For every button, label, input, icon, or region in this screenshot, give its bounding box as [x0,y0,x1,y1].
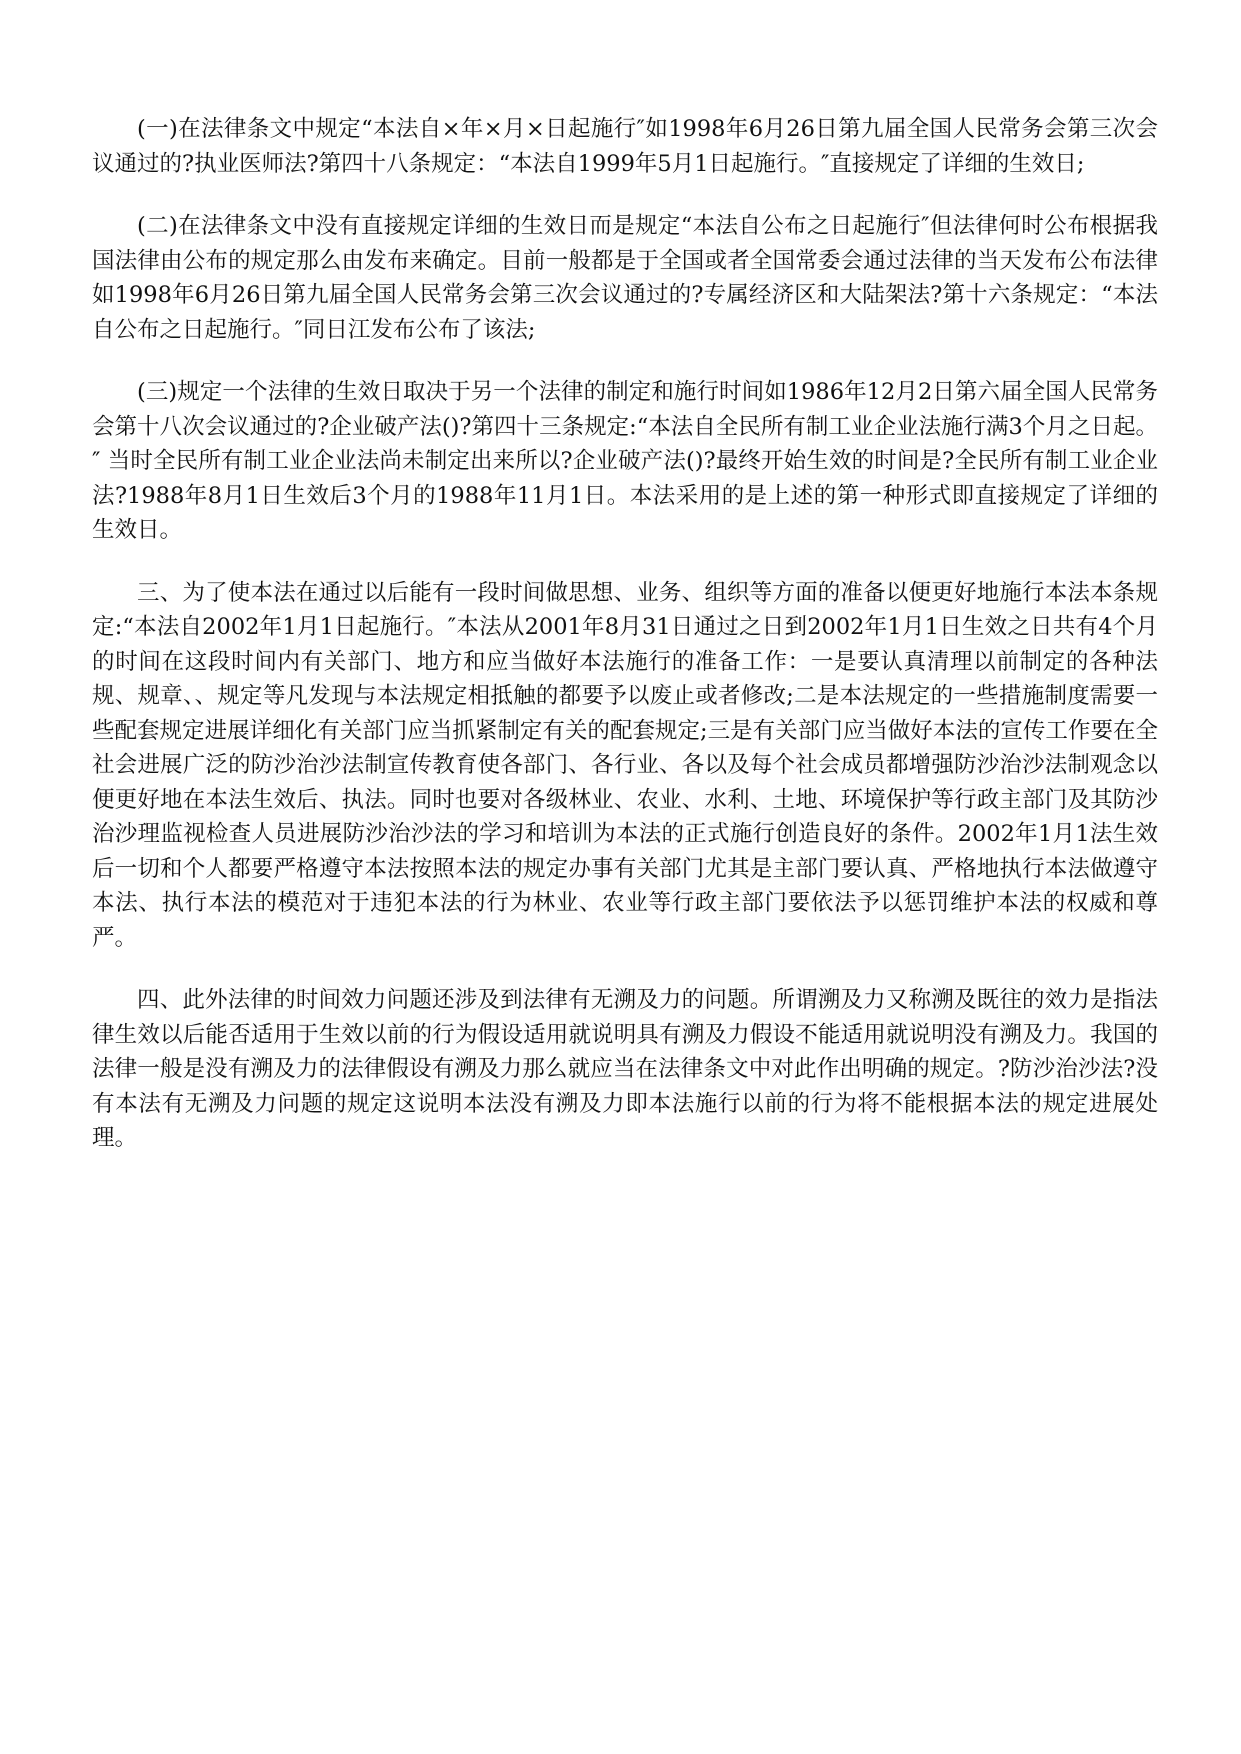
paragraph-5: 四、此外法律的时间效力问题还涉及到法律有无溯及力的问题。所谓溯及力又称溯及既往的效力是指法律生效以后能否适用于生效以前的行为假设适用就说明具有溯及力假设不能适用就说明没有溯及力。我国的法律一般是没有溯及力的法律假设有溯及力那么就应当在法律条文中对此作出明确的规定。?防沙治沙法?没有本法有无溯及力问题的规定这说明本法没有溯及力即本法施行以前的行为将不能根据本法的规定进展处理。 [92,987,1158,1151]
paragraph-3: (三)规定一个法律的生效日取决于另一个法律的制定和施行时间如1986年12月2日第六届全国人民常务会第十八次会议通过的?企业破产法()?第四十三条规定:“本法自全民所有制工业企业法施行满3个月之日起。″ 当时全民所有制工业企业法尚未制定出来所以?企业破产法()?最终开始生效的时间是?全民所有制工业企业法?1988年8月1日生效后3个月的1988年11月1日。本法采用的是上述的第一种形式即直接规定了详细的生效日。 [92,379,1158,543]
paragraph-4: 三、为了使本法在通过以后能有一段时间做思想、业务、组织等方面的准备以便更好地施行本法本条规定:“本法自2002年1月1日起施行。″本法从2001年8月31日通过之日到2002年1月1日生效之日共有4个月的时间在这段时间内有关部门、地方和应当做好本法施行的准备工作：一是要认真清理以前制定的各种法规、规章、、规定等凡发现与本法规定相抵触的都要予以废止或者修改;二是本法规定的一些措施制度需要一些配套规定进展详细化有关部门应当抓紧制定有关的配套规定;三是有关部门应当做好本法的宣传工作要在全社会进展广泛的防沙治沙法制宣传教育使各部门、各行业、各以及每个社会成员都增强防沙治沙法制观念以便更好地在本法生效后、执法。同时也要对各级林业、农业、水利、土地、环境保护等行政主部门及其防沙治沙理监视检查人员进展防沙治沙法的学习和培训为本法的正式施行创造良好的条件。2002年1月1法生效后一切和个人都要严格遵守本法按照本法的规定办事有关部门尤其是主部门要认真、严格地执行本法做遵守本法、执行本法的模范对于违犯本法的行为林业、农业等行政主部门要依法予以惩罚维护本法的权威和尊严。 [92,579,1158,951]
paragraph-1: (一)在法律条文中规定“本法自×年×月×日起施行″如1998年6月26日第九届全国人民常务会第三次会议通过的?执业医师法?第四十八条规定：“本法自1999年5月1日起施行。″直接规定了详细的生效日; [92,116,1158,177]
document-page [92,112,1158,1184]
paragraph-2: (二)在法律条文中没有直接规定详细的生效日而是规定“本法自公布之日起施行″但法律何时公布根据我国法律由公布的规定那么由发布来确定。目前一般都是于全国或者全国常委会通过法律的当天发布公布法律如1998年6月26日第九届全国人民常务会第三次会议通过的?专属经济区和大陆架法?第十六条规定：“本法自公布之日起施行。″同日江发布公布了该法; [92,213,1158,343]
